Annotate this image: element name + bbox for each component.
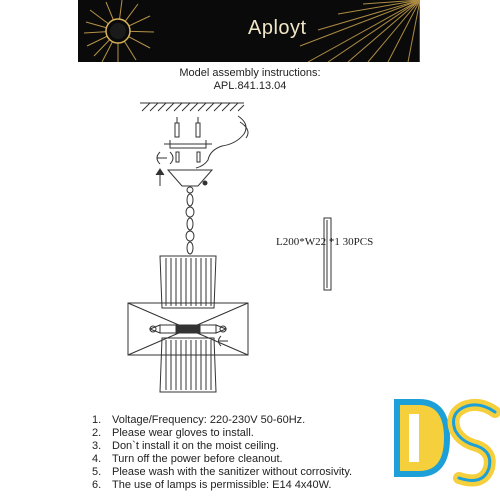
- upper-crystal-column: [160, 256, 216, 308]
- lower-crystal-column: [160, 338, 216, 392]
- power-wire: [196, 116, 246, 168]
- instruction-item: 2. Please wear gloves to install.: [92, 427, 254, 439]
- chain: [186, 194, 194, 254]
- rotate-arrow-icon: [157, 152, 173, 164]
- heading-text: Model assembly instructions:: [179, 67, 321, 79]
- instruction-list: [92, 414, 392, 492]
- instruction-item: 5. Please wash with the sanitizer without corrosivity.: [92, 466, 353, 478]
- ds-watermark-logo: [393, 398, 500, 500]
- instruction-item: 4. Turn off the power before cleanout.: [92, 453, 283, 465]
- crystal-rod-part: [324, 218, 331, 290]
- instruction-item: 1. Voltage/Frequency: 220-230V 50-60Hz.: [92, 414, 306, 426]
- instruction-item: 6. The use of lamps is permissible: E14 4x40W.: [92, 479, 332, 491]
- model-code: APL.841.13.04: [213, 80, 287, 92]
- up-arrow-icon: [156, 169, 164, 186]
- part-spec: [276, 236, 373, 248]
- part-dimensions: L200*W22: [276, 236, 327, 248]
- instruction-item: 3. Don`t install it on the moist ceiling.: [92, 440, 279, 452]
- ceiling-hatch: [140, 103, 244, 111]
- part-quantity: *1 30PCS: [328, 236, 374, 248]
- brand-name: Aployt: [248, 17, 307, 39]
- screw-icon: [175, 117, 200, 137]
